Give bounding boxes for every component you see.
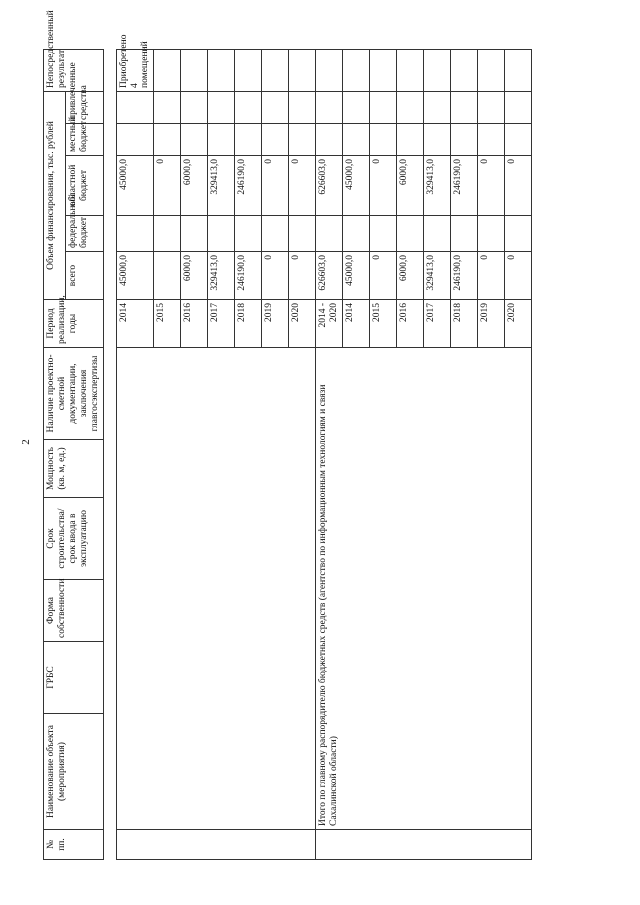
section2-regional: 6000,0 <box>397 156 424 216</box>
section2-result-empty <box>451 49 478 91</box>
section2-year: 2014 - 2020 <box>316 300 343 348</box>
section2-year: 2018 <box>451 300 478 348</box>
section1-regional: 45000,0 <box>116 156 154 216</box>
section1-regional: 329413,0 <box>208 156 235 216</box>
header-total: всего <box>66 252 103 300</box>
header-num: № пп. <box>44 830 104 860</box>
section2-federal <box>505 216 532 252</box>
section2-other <box>370 91 397 123</box>
section1-federal <box>262 216 289 252</box>
section1-other <box>181 91 208 123</box>
section2-federal <box>478 216 505 252</box>
section1-other <box>289 91 316 123</box>
section1-year: 2019 <box>262 300 289 348</box>
section2-total: 329413,0 <box>424 252 451 300</box>
section1-year: 2016 <box>181 300 208 348</box>
section1-regional: 0 <box>154 156 181 216</box>
section1-result-empty <box>262 49 289 91</box>
section2-regional: 626603,0 <box>316 156 343 216</box>
section1-other <box>116 91 154 123</box>
section2-regional: 45000,0 <box>343 156 370 216</box>
header-row-1 <box>44 49 66 859</box>
section1-federal <box>154 216 181 252</box>
section1-result-empty <box>181 49 208 91</box>
section1-local <box>262 124 289 156</box>
table-row <box>116 49 154 859</box>
section1-regional: 0 <box>262 156 289 216</box>
section1-other <box>154 91 181 123</box>
section1-local <box>235 124 262 156</box>
section2-local <box>397 124 424 156</box>
section1-federal <box>116 216 154 252</box>
section2-regional: 0 <box>505 156 532 216</box>
section1-other <box>208 91 235 123</box>
section1-other <box>262 91 289 123</box>
section2-other <box>505 91 532 123</box>
section1-total: 0 <box>262 252 289 300</box>
section2-result-empty <box>370 49 397 91</box>
section2-total: 0 <box>370 252 397 300</box>
section2-federal <box>397 216 424 252</box>
section1-regional: 6000,0 <box>181 156 208 216</box>
section2-regional: 329413,0 <box>424 156 451 216</box>
section2-regional: 0 <box>370 156 397 216</box>
section2-other <box>343 91 370 123</box>
header-construction: Срок строительства/срок ввода в эксплуатацию <box>44 498 104 580</box>
section1-local <box>154 124 181 156</box>
section1-regional: 246190,0 <box>235 156 262 216</box>
section2-local <box>505 124 532 156</box>
section1-result-empty <box>235 49 262 91</box>
section2-year: 2017 <box>424 300 451 348</box>
header-other: привлеченные средства <box>66 91 103 123</box>
section2-regional: 246190,0 <box>451 156 478 216</box>
section1-federal <box>181 216 208 252</box>
page-number: 2 <box>19 439 32 445</box>
section2-regional: 0 <box>478 156 505 216</box>
section2-federal <box>316 216 343 252</box>
section1-local <box>208 124 235 156</box>
section1-year: 2017 <box>208 300 235 348</box>
section2-federal <box>343 216 370 252</box>
section1-local <box>116 124 154 156</box>
section2-local <box>424 124 451 156</box>
section1-local <box>289 124 316 156</box>
section1-local <box>181 124 208 156</box>
section1-regional: 0 <box>289 156 316 216</box>
section1-year: 2015 <box>154 300 181 348</box>
section1-total <box>154 252 181 300</box>
section1-total: 0 <box>289 252 316 300</box>
section1-result-note: Приобретено 4 помещений <box>116 49 154 91</box>
section2-year: 2014 <box>343 300 370 348</box>
header-regional: областной бюджет <box>66 156 103 216</box>
section1-year: 2020 <box>289 300 316 348</box>
section2-federal <box>424 216 451 252</box>
header-funding: Объем финансирования, тыс. рублей <box>44 91 66 299</box>
section2-local <box>478 124 505 156</box>
header-name: Наименование объекта (мероприятия) <box>44 714 104 830</box>
section2-result-empty <box>505 49 532 91</box>
section1-total: 45000,0 <box>116 252 154 300</box>
header-grbs: ГРБС <box>44 642 104 714</box>
section2-label: Итого по главному распорядителю бюджетных средств (агентство по информационным технологиям и связи Сахалинской области) <box>316 348 532 830</box>
section2-year: 2016 <box>397 300 424 348</box>
section2-local <box>343 124 370 156</box>
section2-total: 0 <box>478 252 505 300</box>
section2-total: 6000,0 <box>397 252 424 300</box>
header-capacity: Мощность (кв. м, ед.) <box>44 440 104 498</box>
header-federal: федеральный бюджет <box>66 216 103 252</box>
section1-num-cell <box>116 830 316 860</box>
section2-local <box>316 124 343 156</box>
table-row <box>316 49 343 859</box>
section1-federal <box>208 216 235 252</box>
section1-year: 2018 <box>235 300 262 348</box>
section1-other <box>235 91 262 123</box>
section2-local <box>451 124 478 156</box>
section2-year: 2015 <box>370 300 397 348</box>
section2-result-empty <box>316 49 343 91</box>
section2-year: 2019 <box>478 300 505 348</box>
section2-result-empty <box>478 49 505 91</box>
section1-total: 246190,0 <box>235 252 262 300</box>
section1-federal <box>235 216 262 252</box>
section2-other <box>451 91 478 123</box>
section2-total: 45000,0 <box>343 252 370 300</box>
financing-table <box>43 10 532 860</box>
section1-total: 6000,0 <box>181 252 208 300</box>
section2-other <box>478 91 505 123</box>
section2-total: 626603,0 <box>316 252 343 300</box>
section2-federal <box>451 216 478 252</box>
section1-blank-cell <box>116 348 316 830</box>
section2-federal <box>370 216 397 252</box>
rotated-table-container <box>43 10 586 860</box>
section2-result-empty <box>424 49 451 91</box>
header-docs: Наличие проектно-сметной документации, заключения главгосэкспертизы <box>44 348 104 440</box>
section2-other <box>316 91 343 123</box>
section1-total: 329413,0 <box>208 252 235 300</box>
section1-result-empty <box>154 49 181 91</box>
section1-federal <box>289 216 316 252</box>
header-period: Период реализации, годы <box>44 300 104 348</box>
section2-total: 246190,0 <box>451 252 478 300</box>
section2-total: 0 <box>505 252 532 300</box>
section2-local <box>370 124 397 156</box>
section2-other <box>424 91 451 123</box>
section2-other <box>397 91 424 123</box>
header-result: Непосредственный результат <box>44 49 104 91</box>
section1-year: 2014 <box>116 300 154 348</box>
section1-result-empty <box>289 49 316 91</box>
section2-result-empty <box>397 49 424 91</box>
header-local: местный бюджет <box>66 124 103 156</box>
section2-num-cell <box>316 830 532 860</box>
section2-result-empty <box>343 49 370 91</box>
header-ownership: Форма собственности <box>44 580 104 642</box>
section2-year: 2020 <box>505 300 532 348</box>
section1-result-empty <box>208 49 235 91</box>
